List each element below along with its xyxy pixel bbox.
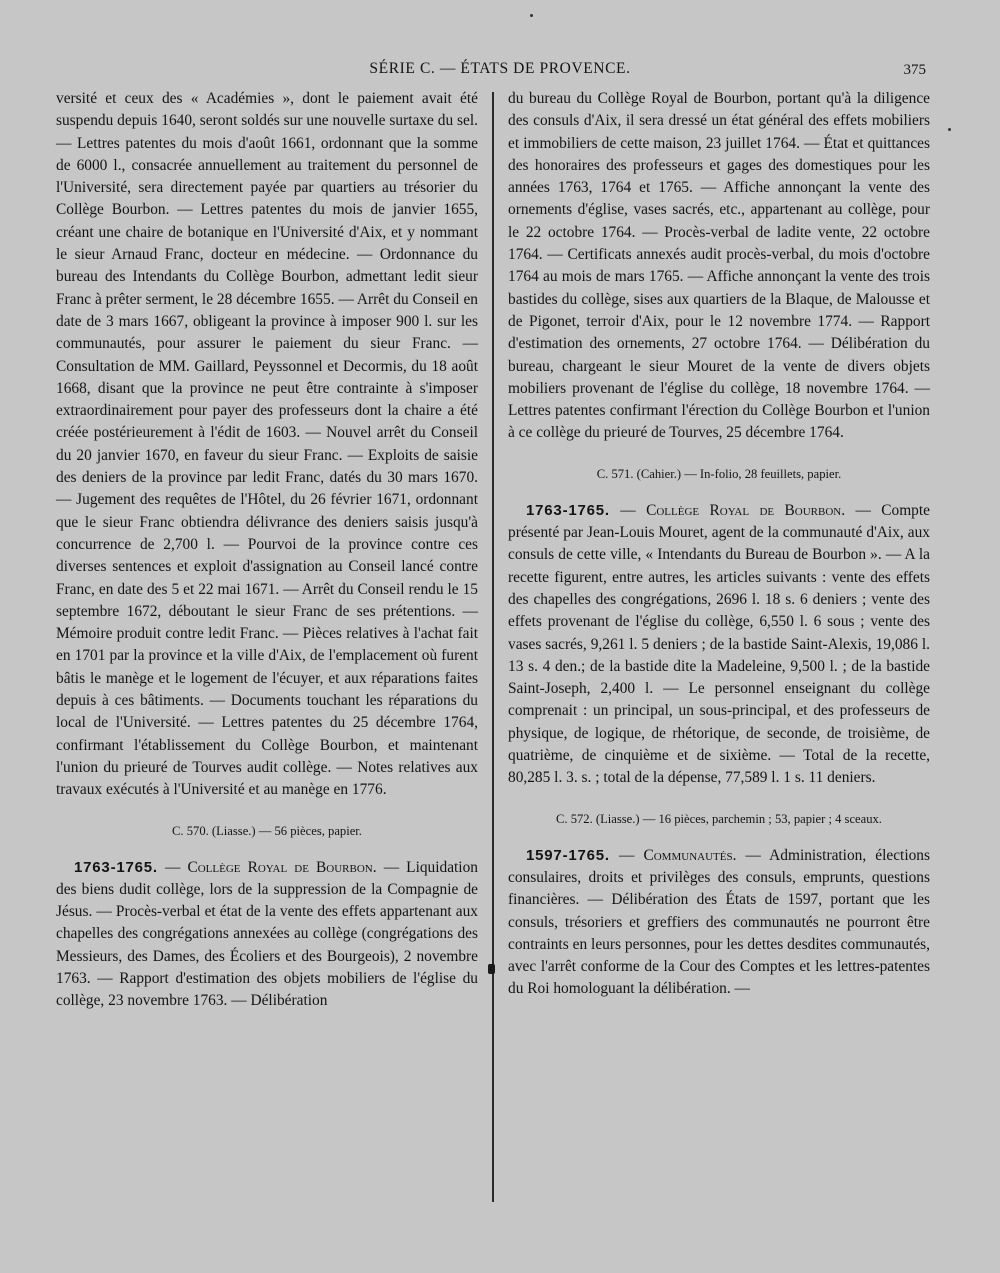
column-divider [492,92,494,1202]
page-number: 375 [903,62,926,78]
left-column [56,88,478,1013]
entry-body: — Liquidation des biens dudit collège, lors de la suppression de la Compagnie de Jésus. — Procès-verbal et état de la vente des effets appartenant aux chapelles des congrégations annexées au collège (congrégations des Messieurs, des Dames, des Écoliers et des Bourgeois), 2 novembre 1763. — Rapport d'estimation des objets mobiliers de l'église du collège, 23 novembre 1763. — Délibération [56,858,478,1010]
archive-reference-c570: C. 570. (Liasse.) — 56 pièces, papier. [172,823,362,838]
entry-dates: 1763-1765. [74,858,158,876]
entry-title: — Collège Royal de Bourbon. — [620,501,871,519]
entry-dates: 1763-1765. [526,501,610,519]
print-speck [948,128,951,131]
entry-body: — Administration, élections consulaires, droits et privilèges des consuls, emprunts, questions financières. — Délibération des États de 1597, portant que les consuls, trésoriers et greffiers des communautés ne pourront être contraints en leurs personnes, pour les dettes desdites communautés, avec l'arrêt conforme de la Cour des Comptes et les lettres-patentes du Roi homologuant la délibération. — [508,846,930,998]
column-divider-mark [488,964,495,974]
archive-reference-c572: C. 572. (Liasse.) — 16 pièces, parchemin ; 53, papier ; 4 sceaux. [556,811,882,826]
running-header: SÉRIE C. — ÉTATS DE PROVENCE. [369,60,631,77]
entry-body: Compte présenté par Jean-Louis Mouret, agent de la communauté d'Aix, aux consuls de cette ville, « Intendants du Bureau de Bourbon ». — A la recette figurent, entre autres, les articles suivants : vente des effets des chapelles des congrégations, 2696 l. 18 s. 6 deniers ; vente des effets provenant de l'église du collège, 6,550 l. 6 sous ; vente des vases sacrés, 9,261 l. 5 deniers ; de la bastide Saint-Alexis, 19,086 l. 13 s. 4 den.; de la bastide dite la Madeleine, 9,500 l. ; de la bastide Saint-Joseph, 2,400 l. — Le personnel enseignant du collège comprenait : un principal, un sous-principal, et des professeurs de physique, de logique, de rhétorique, de seconde, de troisième, de quatrième, de cinquième et de sixième. — Total de la recette, 80,285 l. 3. s. ; total de la dépense, 77,589 l. 1 s. 11 deniers. [508,501,930,787]
entry-c572 [508,845,930,1001]
right-paragraph-continued: du bureau du Collège Royal de Bourbon, portant qu'à la diligence des consuls d'Aix, il sera dressé un état général des effets mobiliers et immobiliers de cette maison, 23 juillet 1764. — État et quittances des honoraires des professeurs et gages des domestiques pour les années 1763, 1764 et 1765. — Affiche annonçant la vente des ornements d'église, vases sacrés, etc., appartenant au collège, pour le 22 octobre 1764. — Procès-verbal de ladite vente, 22 octobre 1764. — Certificats annexés audit procès-verbal, du mois d'octobre 1764 au mois de mars 1765. — Affiche annonçant la vente des trois bastides du collège, sises aux quartiers de la Blaque, de Malousse et de Pigonet, terroir d'Aix, pour le 12 novembre 1774. — Rapport d'estimation des ornements, 27 octobre 1764. — Délibération du bureau, chargeant le sieur Mouret de la vente de divers objets mobiliers provenant de l'église du collège, 18 novembre 1764. — Lettres patentes confirmant l'érection du Collège Bourbon et l'union à ce collège du prieuré de Tourves, 25 décembre 1764. [508,90,930,442]
entry-title: — Collège Royal de Bourbon. [165,858,377,876]
print-speck [530,14,533,17]
left-paragraph-continued: versité et ceux des « Académies », dont le paiement avait été suspendu depuis 1640, seront soldés sur une nouvelle surtaxe du sel. — Lettres patentes du mois d'août 1661, ordonnant que la somme de 6000 l., consacrée annuellement au traitement du personnel de l'Université, sera directement payée par quartiers au trésorier du Collège Bourbon. — Lettres patentes du mois de janvier 1655, créant une chaire de botanique en l'Université d'Aix, et y nommant le sieur Arnaud Franc, docteur en médecine. — Ordonnance du bureau des Intendants du Collège Bourbon, admettant ledit sieur Franc à prêter serment, le 28 décembre 1655. — Arrêt du Conseil en date de 3 mars 1667, obligeant la province à imposer 900 l. sur les communautés, pour assurer le paiement du sieur Franc. — Consultation de MM. Gaillard, Peyssonnel et Decormis, du 18 août 1668, disant que la province ne peut être contrainte à s'imposer extraordinairement pour payer des professeurs dont la chaire a été créée postérieurement à l'édit de 1603. — Nouvel arrêt du Conseil du 20 janvier 1670, en faveur du sieur Franc. — Exploits de saisie des deniers de la province par ledit Franc, datés du 30 mars 1670. — Jugement des requêtes de l'Hôtel, du 26 février 1671, ordonnant que le sieur Franc obtiendra délivrance des deniers saisis jusqu'à concurrence de 2,700 l. — Pourvoi de la province contre ces diverses sentences et exploit d'assignation au Conseil lancé contre Franc, en date des 5 et 22 mai 1671. — Arrêt du Conseil rendu le 15 septembre 1672, déboutant le sieur Franc de ses prétentions. — Mémoire produit contre ledit Franc. — Pièces relatives à l'achat fait en 1701 par la province et la ville d'Aix, de l'emplacement où furent bâtis le manège et le logement de l'écuyer, et aux réparations faites depuis à ces bâtiments. — Documents touchant les réparations du local de l'Université. — Lettres patentes du 25 décembre 1764, confirmant l'établissement du Collège Bourbon, et maintenant l'union du prieuré de Tourves audit collège. — Notes relatives aux travaux exécutés à l'Université et au manège en 1776. [56,90,478,799]
entry-dates: 1597-1765. [526,846,610,864]
right-column [508,88,930,1001]
archive-reference-c571: C. 571. (Cahier.) — In-folio, 28 feuillets, papier. [596,466,842,481]
entry-c570 [56,857,478,1013]
entry-title: — Communautés. [619,846,737,864]
entry-c571 [508,500,930,790]
